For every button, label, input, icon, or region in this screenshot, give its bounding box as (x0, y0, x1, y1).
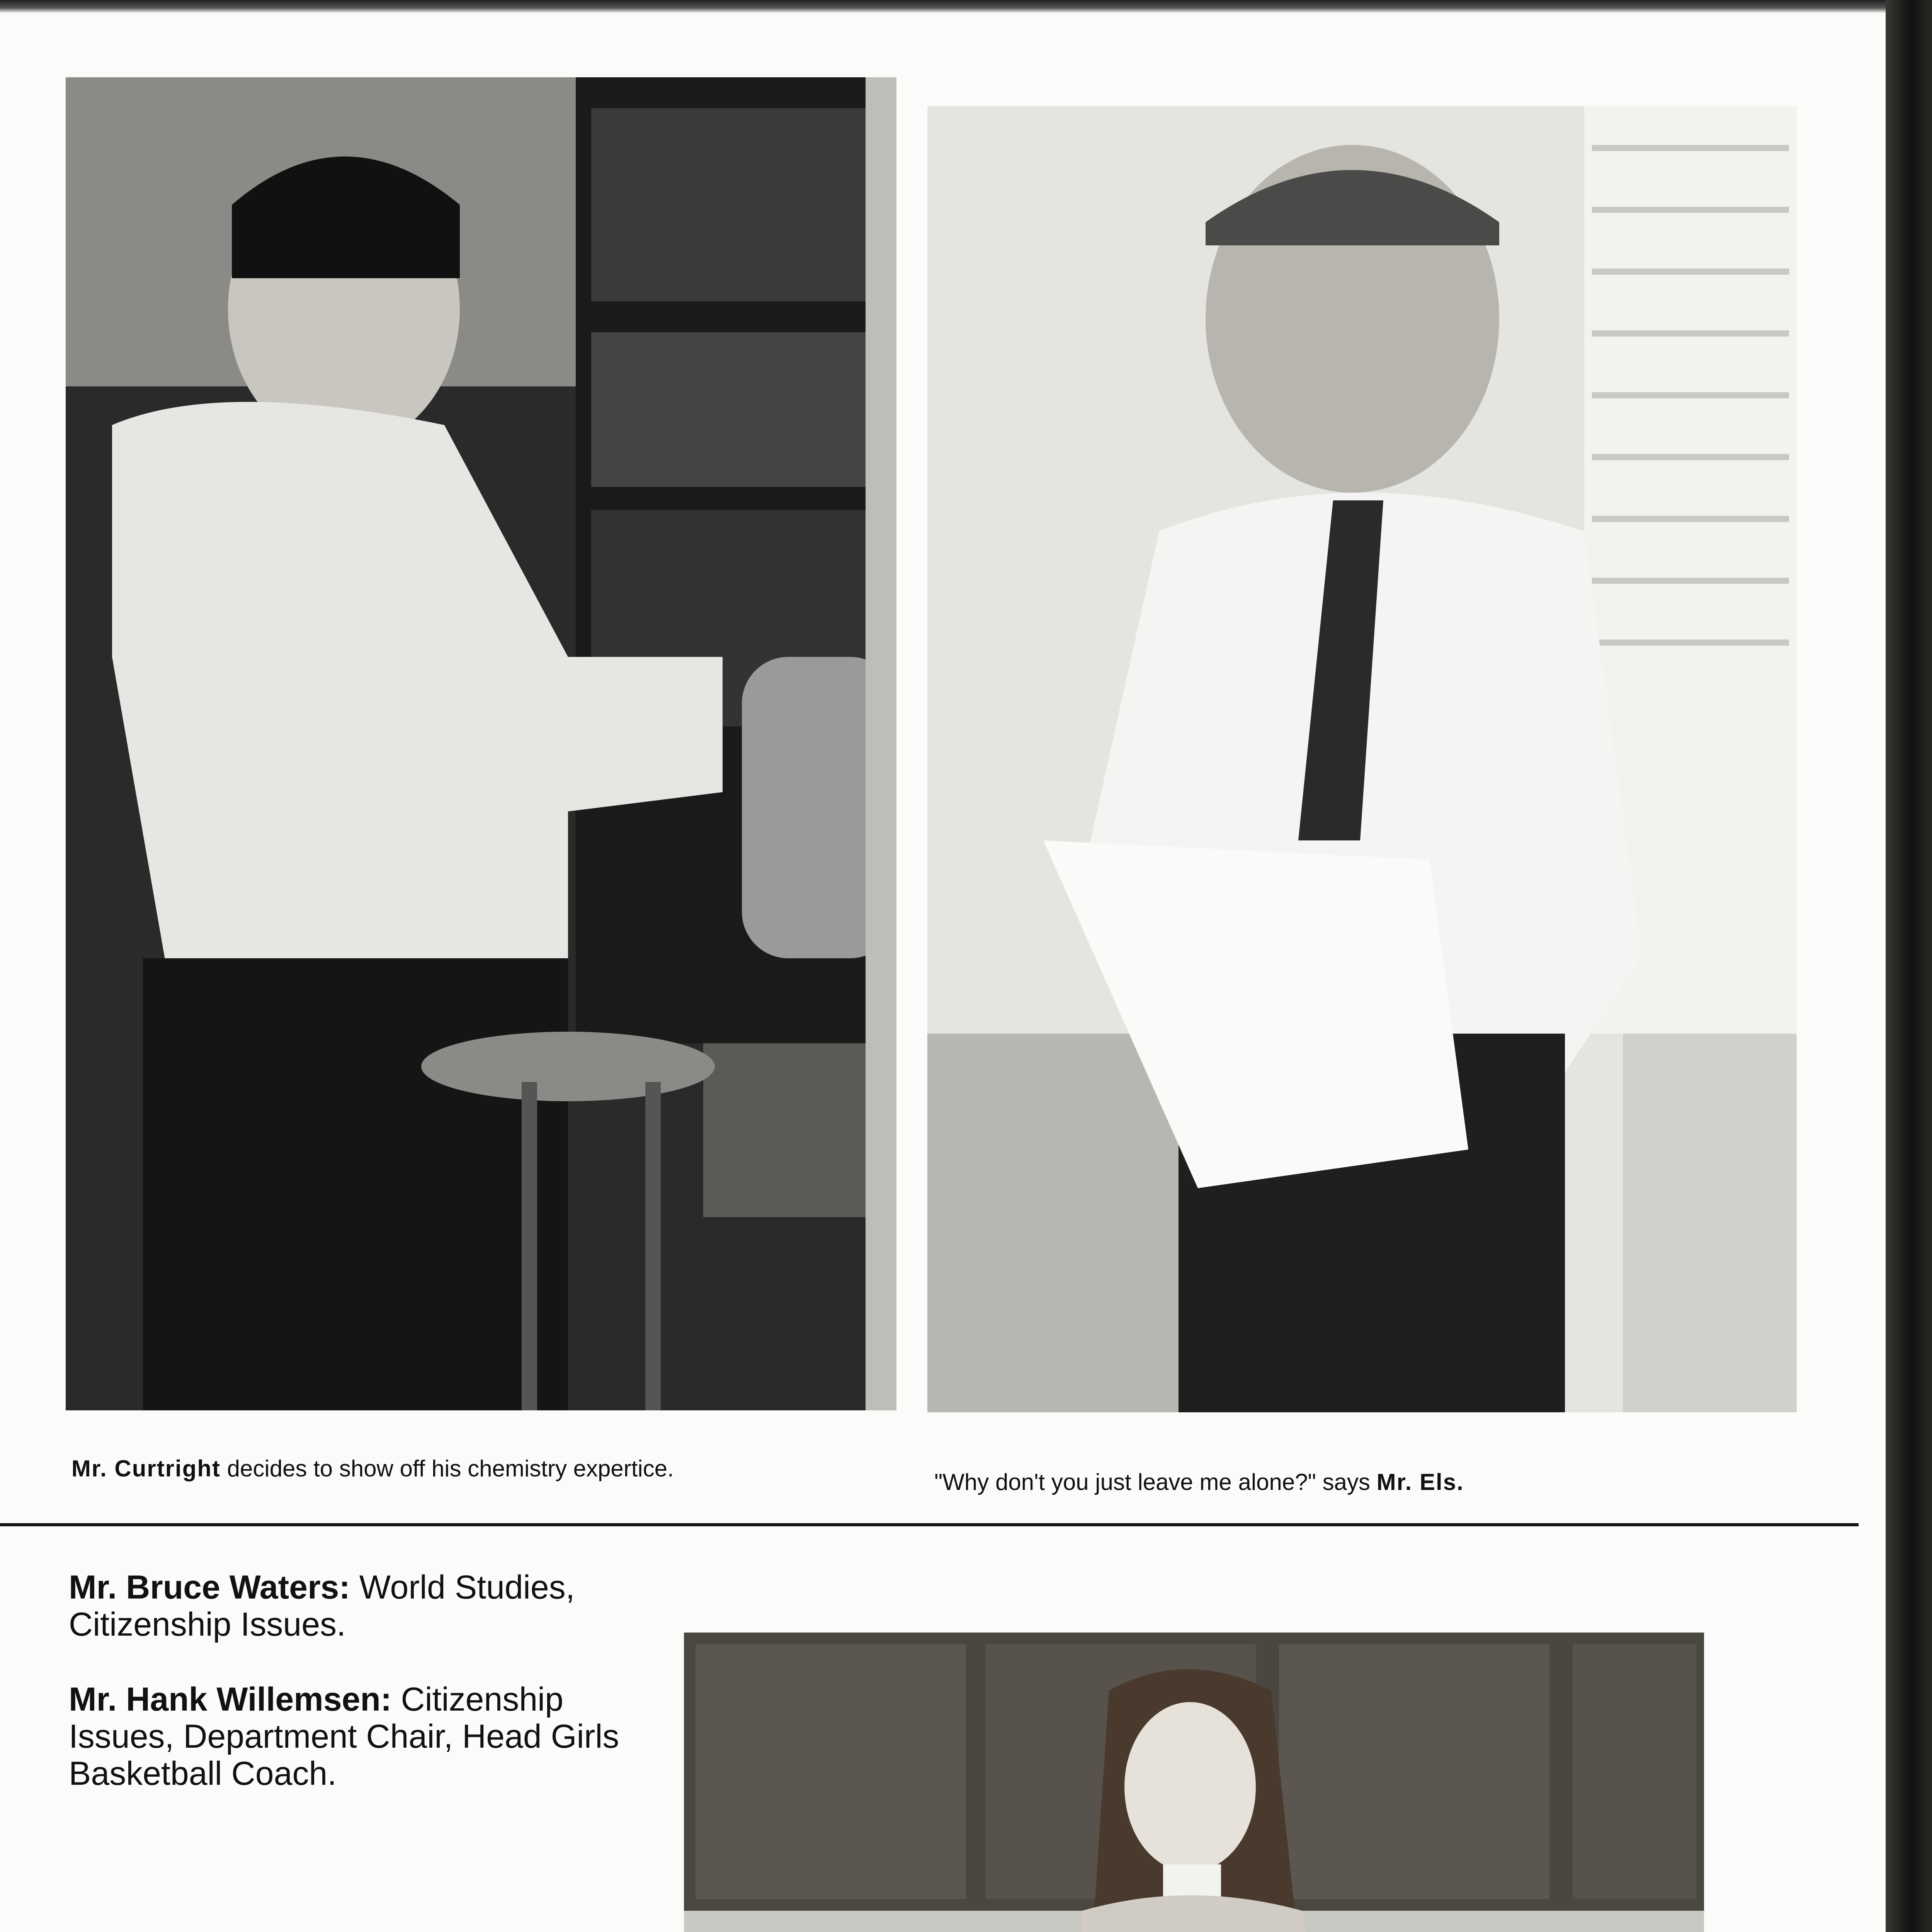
faculty-entry-waters (69, 1569, 621, 1643)
caption-curtright (71, 1455, 674, 1483)
caption-els (934, 1468, 1464, 1496)
photo-els (927, 106, 1797, 1412)
faculty-subjects: Citizenship Issues, Department Chair, Head Girls Basketball Coach. (69, 1681, 619, 1792)
caption-text: decides to show off his chemistry expertice. (220, 1456, 674, 1481)
photo-collingham (684, 1633, 1704, 1932)
caption-name: Mr. Els. (1376, 1469, 1464, 1495)
book-binding-edge (1886, 0, 1932, 1932)
caption-name: Mr. Curtright (71, 1456, 221, 1481)
page-top-edge (0, 0, 1932, 13)
faculty-name: Mr. Hank Willemsen: (69, 1681, 392, 1718)
section-divider (0, 1523, 1859, 1526)
caption-text: "Why don't you just leave me alone?" says (934, 1469, 1377, 1495)
photo-curtright (66, 77, 896, 1410)
faculty-subjects: World Studies, Citizenship Issues. (69, 1569, 575, 1643)
faculty-name: Mr. Bruce Waters: (69, 1569, 350, 1606)
faculty-entry-willemsen (69, 1681, 621, 1792)
